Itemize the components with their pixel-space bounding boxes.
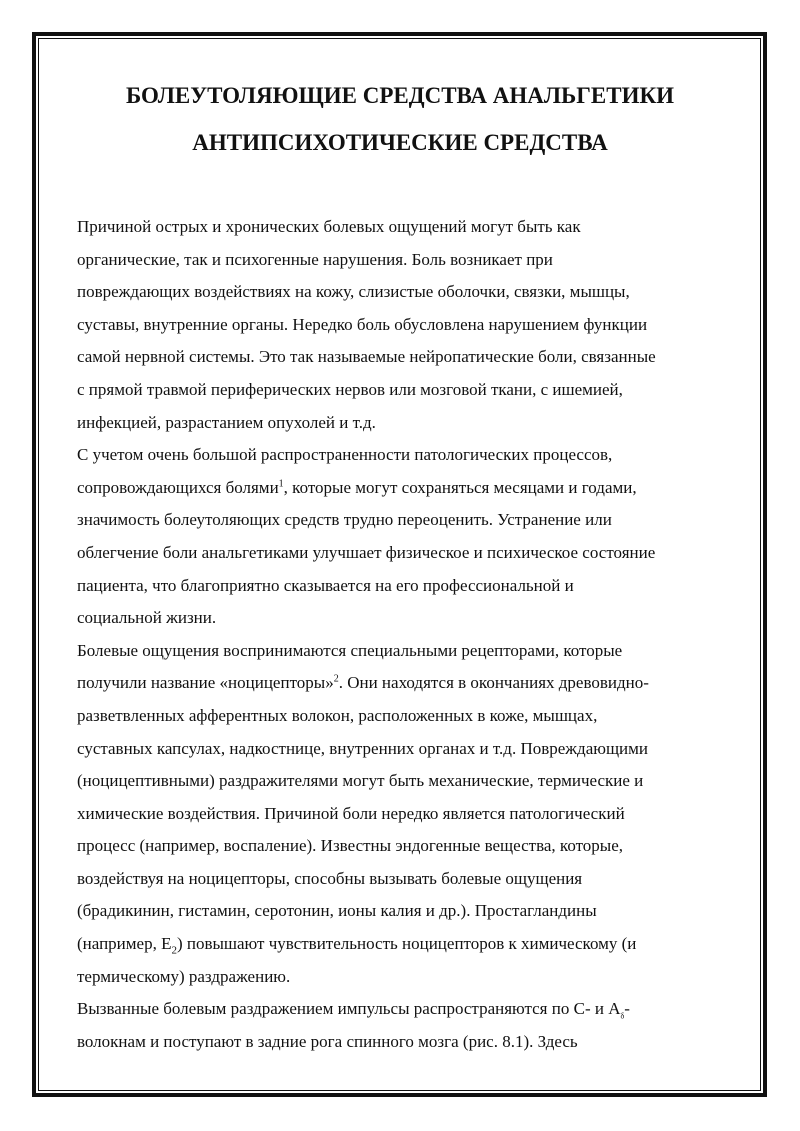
text-line: самой нервной системы. Это так называемые нейропатические боли, связанные (77, 347, 656, 367)
text-line: волокнам и поступают в задние рога спинного мозга (рис. 8.1). Здесь (77, 1031, 578, 1051)
paragraph-4 (77, 993, 727, 1058)
text-line (77, 472, 727, 505)
text-line: облегчение боли анальгетиками улучшает физическое и психическое состояние (77, 542, 656, 562)
text-run: сопровождающихся болями (77, 477, 279, 497)
text-line: термическому) раздражению. (77, 966, 291, 986)
text-line: (ноцицептивными) раздражителями могут быть механические, термические и (77, 771, 644, 791)
text-line: пациента, что благоприятно сказывается на его профессиональной и (77, 575, 574, 595)
text-line: разветвленных афферентных волокон, расположенных в коже, мышцах, (77, 705, 598, 725)
text-line: химические воздействия. Причиной боли нередко является патологический (77, 803, 625, 823)
subscript: δ (620, 1011, 625, 1021)
title-line-2: АНТИПСИХОТИЧЕСКИЕ СРЕДСТВА (192, 130, 608, 155)
paragraph-1 (77, 211, 727, 439)
subscript: 2 (171, 944, 177, 957)
text-run: ) повышают чувствительность ноцицепторов к химическому (и (176, 934, 637, 954)
text-line: с прямой травмой периферических нервов или мозговой ткани, с ишемией, (77, 379, 623, 399)
text-line: воздействуя на ноцицепторы, способны вызывать болевые ощущения (77, 868, 583, 888)
text-run: , которые могут сохраняться месяцами и годами, (283, 477, 637, 497)
text-line: процесс (например, воспаление). Известны эндогенные вещества, которые, (77, 836, 624, 856)
footnote-ref-2[interactable]: 2 (333, 673, 339, 685)
text-run: - (624, 999, 630, 1019)
paragraph-3 (77, 635, 727, 994)
text-line: суставы, внутренние органы. Нередко боль обусловлена нарушением функции (77, 314, 648, 334)
document-title (40, 72, 760, 166)
text-line: (брадикинин, гистамин, серотонин, ионы калия и др.). Простагландины (77, 901, 597, 921)
text-line: С учетом очень большой распространенности патологических процессов, (77, 445, 613, 465)
text-run: получили название «ноцицепторы» (77, 673, 334, 693)
text-line: социальной жизни. (77, 608, 217, 628)
title-line-1: БОЛЕУТОЛЯЮЩИЕ СРЕДСТВА АНАЛЬГЕТИКИ (125, 83, 675, 108)
footnote-ref-1[interactable]: 1 (278, 478, 284, 490)
text-run: Вызванные болевым раздражением импульсы распространяются по C- и A (77, 999, 621, 1019)
text-line: инфекцией, разрастанием опухолей и т.д. (77, 412, 376, 432)
text-line: органические, так и психогенные нарушения. Боль возникает при (77, 249, 553, 269)
text-line (77, 993, 727, 1026)
text-line: Причиной острых и хронических болевых ощущений могут быть как (77, 217, 581, 236)
paragraph-2 (77, 439, 727, 635)
text-line (77, 928, 727, 961)
text-line: повреждающих воздействиях на кожу, слизистые оболочки, связки, мышцы, (77, 282, 630, 302)
text-run: (например, E (77, 934, 172, 954)
text-line: Болевые ощущения воспринимаются специальными рецепторами, которые (77, 640, 623, 660)
document-body (77, 211, 727, 1058)
text-line: суставных капсулах, надкостнице, внутренних органах и т.д. Повреждающими (77, 738, 648, 758)
text-line (77, 667, 727, 700)
text-line: значимость болеутоляющих средств трудно переоценить. Устранение или (77, 510, 612, 530)
text-run: . Они находятся в окончаниях древовидно- (338, 673, 649, 693)
